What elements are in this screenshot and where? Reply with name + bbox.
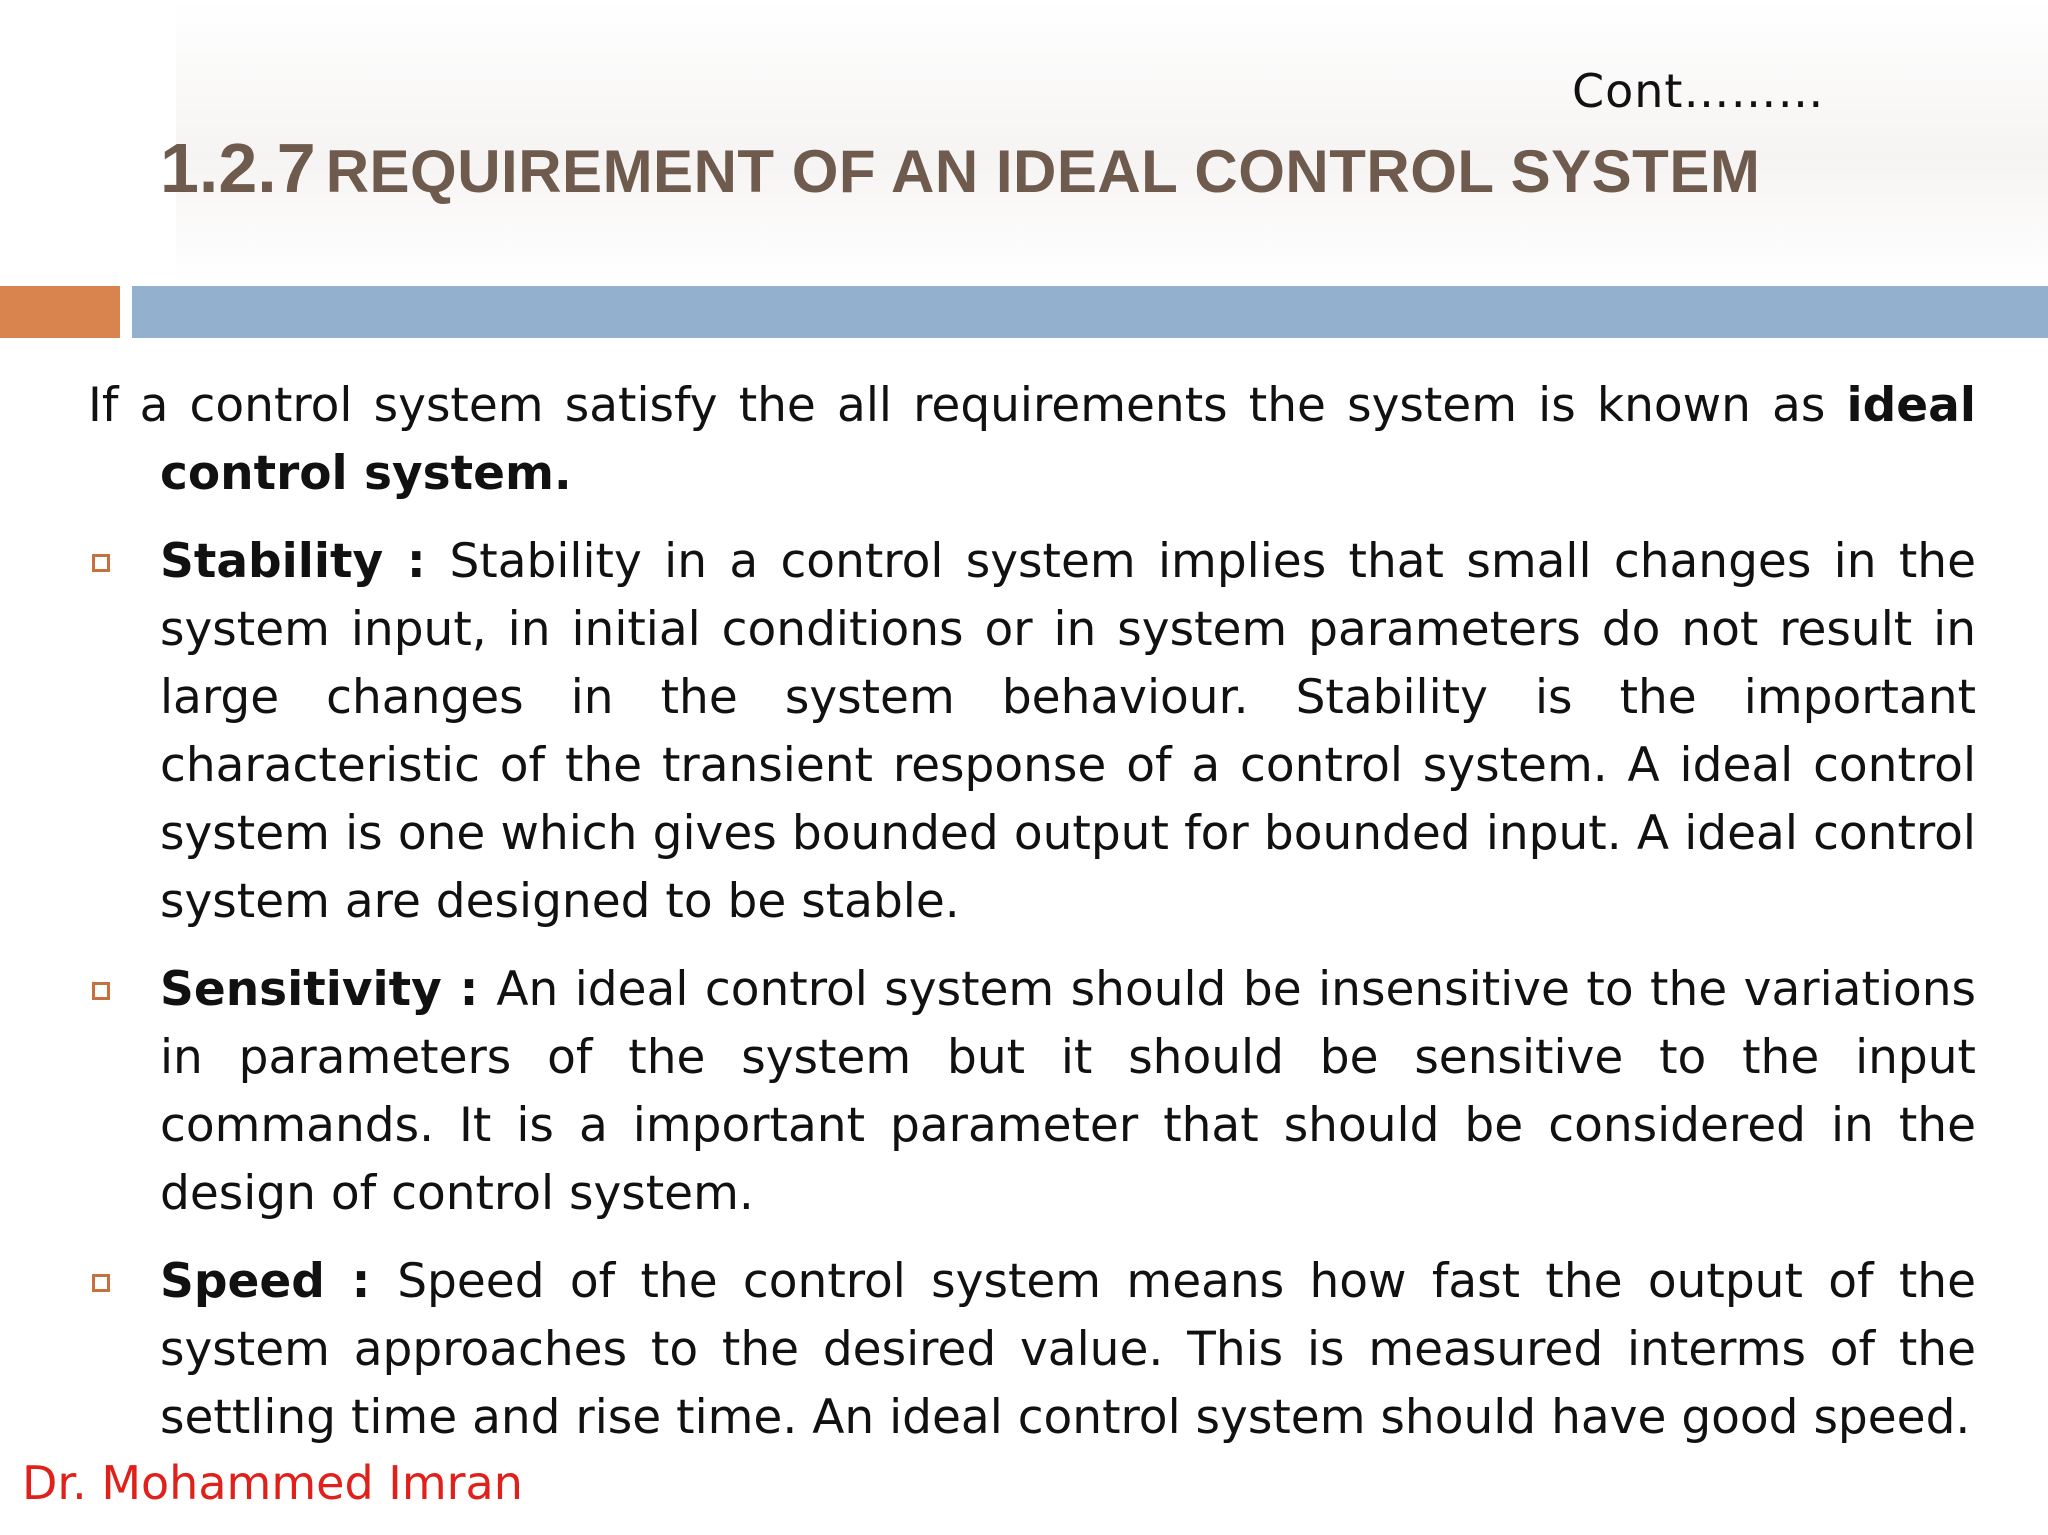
term-separator: : — [383, 534, 450, 589]
continued-label: Cont……… — [1572, 64, 1825, 118]
hollow-square-bullet-icon — [92, 554, 110, 572]
description-speed: Speed of the control system means how fast the output of the system approaches to the desired value. This is measured interms of the settling time and rise time. An ideal control system should have good speed. — [160, 1254, 1976, 1445]
list-item-speed — [88, 1248, 1976, 1452]
intro-text: If a control system satisfy the all requirements the system is known as — [88, 378, 1847, 433]
accent-bar-blue — [132, 286, 2048, 338]
term-speed: Speed — [160, 1254, 325, 1309]
requirement-list — [88, 528, 1976, 1452]
intro-bold-text: ideal control system. — [160, 378, 1976, 501]
list-item-stability — [88, 528, 1976, 936]
list-item-sensitivity — [88, 956, 1976, 1228]
hollow-square-bullet-icon — [92, 982, 110, 1000]
section-number: 1.2.7 — [160, 129, 316, 207]
slide-body — [88, 372, 1976, 1472]
author-footer: Dr. Mohammed Imran — [22, 1456, 523, 1510]
term-separator: : — [441, 962, 497, 1017]
accent-bar-orange — [0, 286, 120, 338]
term-sensitivity: Sensitivity — [160, 962, 442, 1017]
title-text: REQUIREMENT OF AN IDEAL CONTROL SYSTEM — [325, 138, 1761, 205]
intro-paragraph — [88, 372, 1976, 508]
description-sensitivity: An ideal control system should be insensitive to the variations in parameters of the system but it should be sensitive to the input commands. It is a important parameter that should be considered in the design of control system. — [160, 962, 1976, 1221]
term-separator: : — [324, 1254, 398, 1309]
term-stability: Stability — [160, 534, 384, 589]
description-stability: Stability in a control system implies that small changes in the system input, in initial conditions or in system parameters do not result in large changes in the system behaviour. Stability is the important characteristic of the transient response of a control system. A ideal control system is one which gives bounded output for bounded input. A ideal control system are designed to be stable. — [160, 534, 1976, 929]
hollow-square-bullet-icon — [92, 1274, 110, 1292]
slide-title — [160, 128, 1760, 208]
